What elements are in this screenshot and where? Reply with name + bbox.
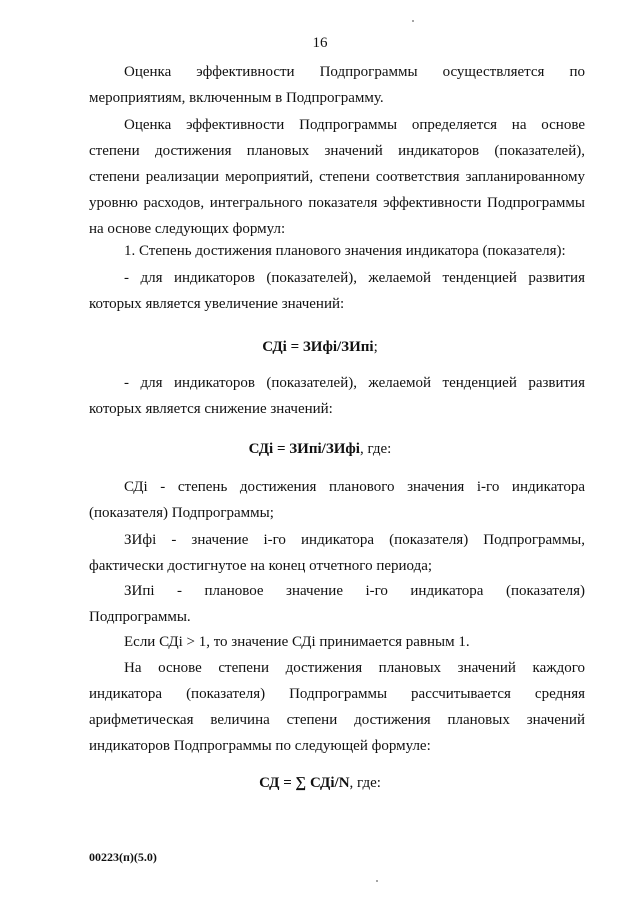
formula-text: СДi = ЗИфi/ЗИпi [262,339,374,355]
paragraph-line: степени реализации мероприятий, степени соответствия запланированному [89,169,585,185]
paragraph-line: Оценка эффективности Подпрограммы осуществляется по [124,64,585,80]
paragraph-line: на основе следующих формул: [89,221,286,237]
paragraph-line: СДi - степень достижения планового значения i-го индикатора [124,479,585,495]
paragraph-line: ЗИпi - плановое значение i-го индикатора (показателя) [124,583,585,599]
formula-2 [0,441,640,458]
paragraph-line: ЗИфi - значение i-го индикатора (показателя) Подпрограммы, [124,532,585,548]
paragraph-line: мероприятиям, включенным в Подпрограмму. [89,90,384,106]
paragraph-line: (показателя) Подпрограммы; [89,505,274,521]
paragraph-line: Если СДi > 1, то значение СДi принимается равным 1. [124,634,470,650]
paragraph-line: - для индикаторов (показателей), желаемой тенденцией развития [124,270,585,286]
paragraph-line: индикатора (показателя) Подпрограммы рассчитывается средняя [89,686,585,702]
paragraph-7 [89,527,585,579]
paragraph-line: которых является снижение значений: [89,401,333,417]
scan-speck [412,20,414,22]
paragraph-5 [89,370,585,422]
formula-1 [0,339,640,356]
formula-text: СД = ∑ СДi/N [259,775,350,791]
page-number: 16 [312,35,328,51]
paragraph-3 [89,238,585,264]
paragraph-10 [89,655,585,759]
scan-speck [376,880,378,882]
paragraph-4 [89,265,585,317]
formula-suffix: ; [373,339,378,355]
paragraph-line: арифметическая величина степени достижения плановых значений [89,712,585,728]
paragraph-line: Оценка эффективности Подпрограммы определяется на основе [124,117,585,133]
paragraph-8 [89,578,585,630]
formula-text: СДi = ЗИпi/ЗИфi [248,441,360,457]
paragraph-2 [89,112,585,242]
paragraph-line: индикаторов Подпрограммы по следующей формуле: [89,738,431,754]
paragraph-line: степени достижения плановых значений индикаторов (показателей), [89,143,585,159]
formula-suffix: , где: [349,775,381,791]
formula-suffix: , где: [359,441,392,457]
paragraph-6 [89,474,585,526]
paragraph-line: 1. Степень достижения планового значения индикатора (показателя): [124,243,566,259]
paragraph-line: - для индикаторов (показателей), желаемой тенденцией развития [124,375,585,391]
formula-3 [0,775,640,792]
paragraph-line: На основе степени достижения плановых значений каждого [124,660,585,676]
paragraph-line: фактически достигнутое на конец отчетного периода; [89,558,433,574]
paragraph-9 [89,629,585,655]
paragraph-line: уровню расходов, интегрального показателя эффективности Подпрограммы [89,195,585,211]
document-code-footer: 00223(п)(5.0) [89,850,157,864]
paragraph-line: которых является увеличение значений: [89,296,345,312]
paragraph-1 [89,59,585,111]
paragraph-line: Подпрограммы. [89,609,191,625]
